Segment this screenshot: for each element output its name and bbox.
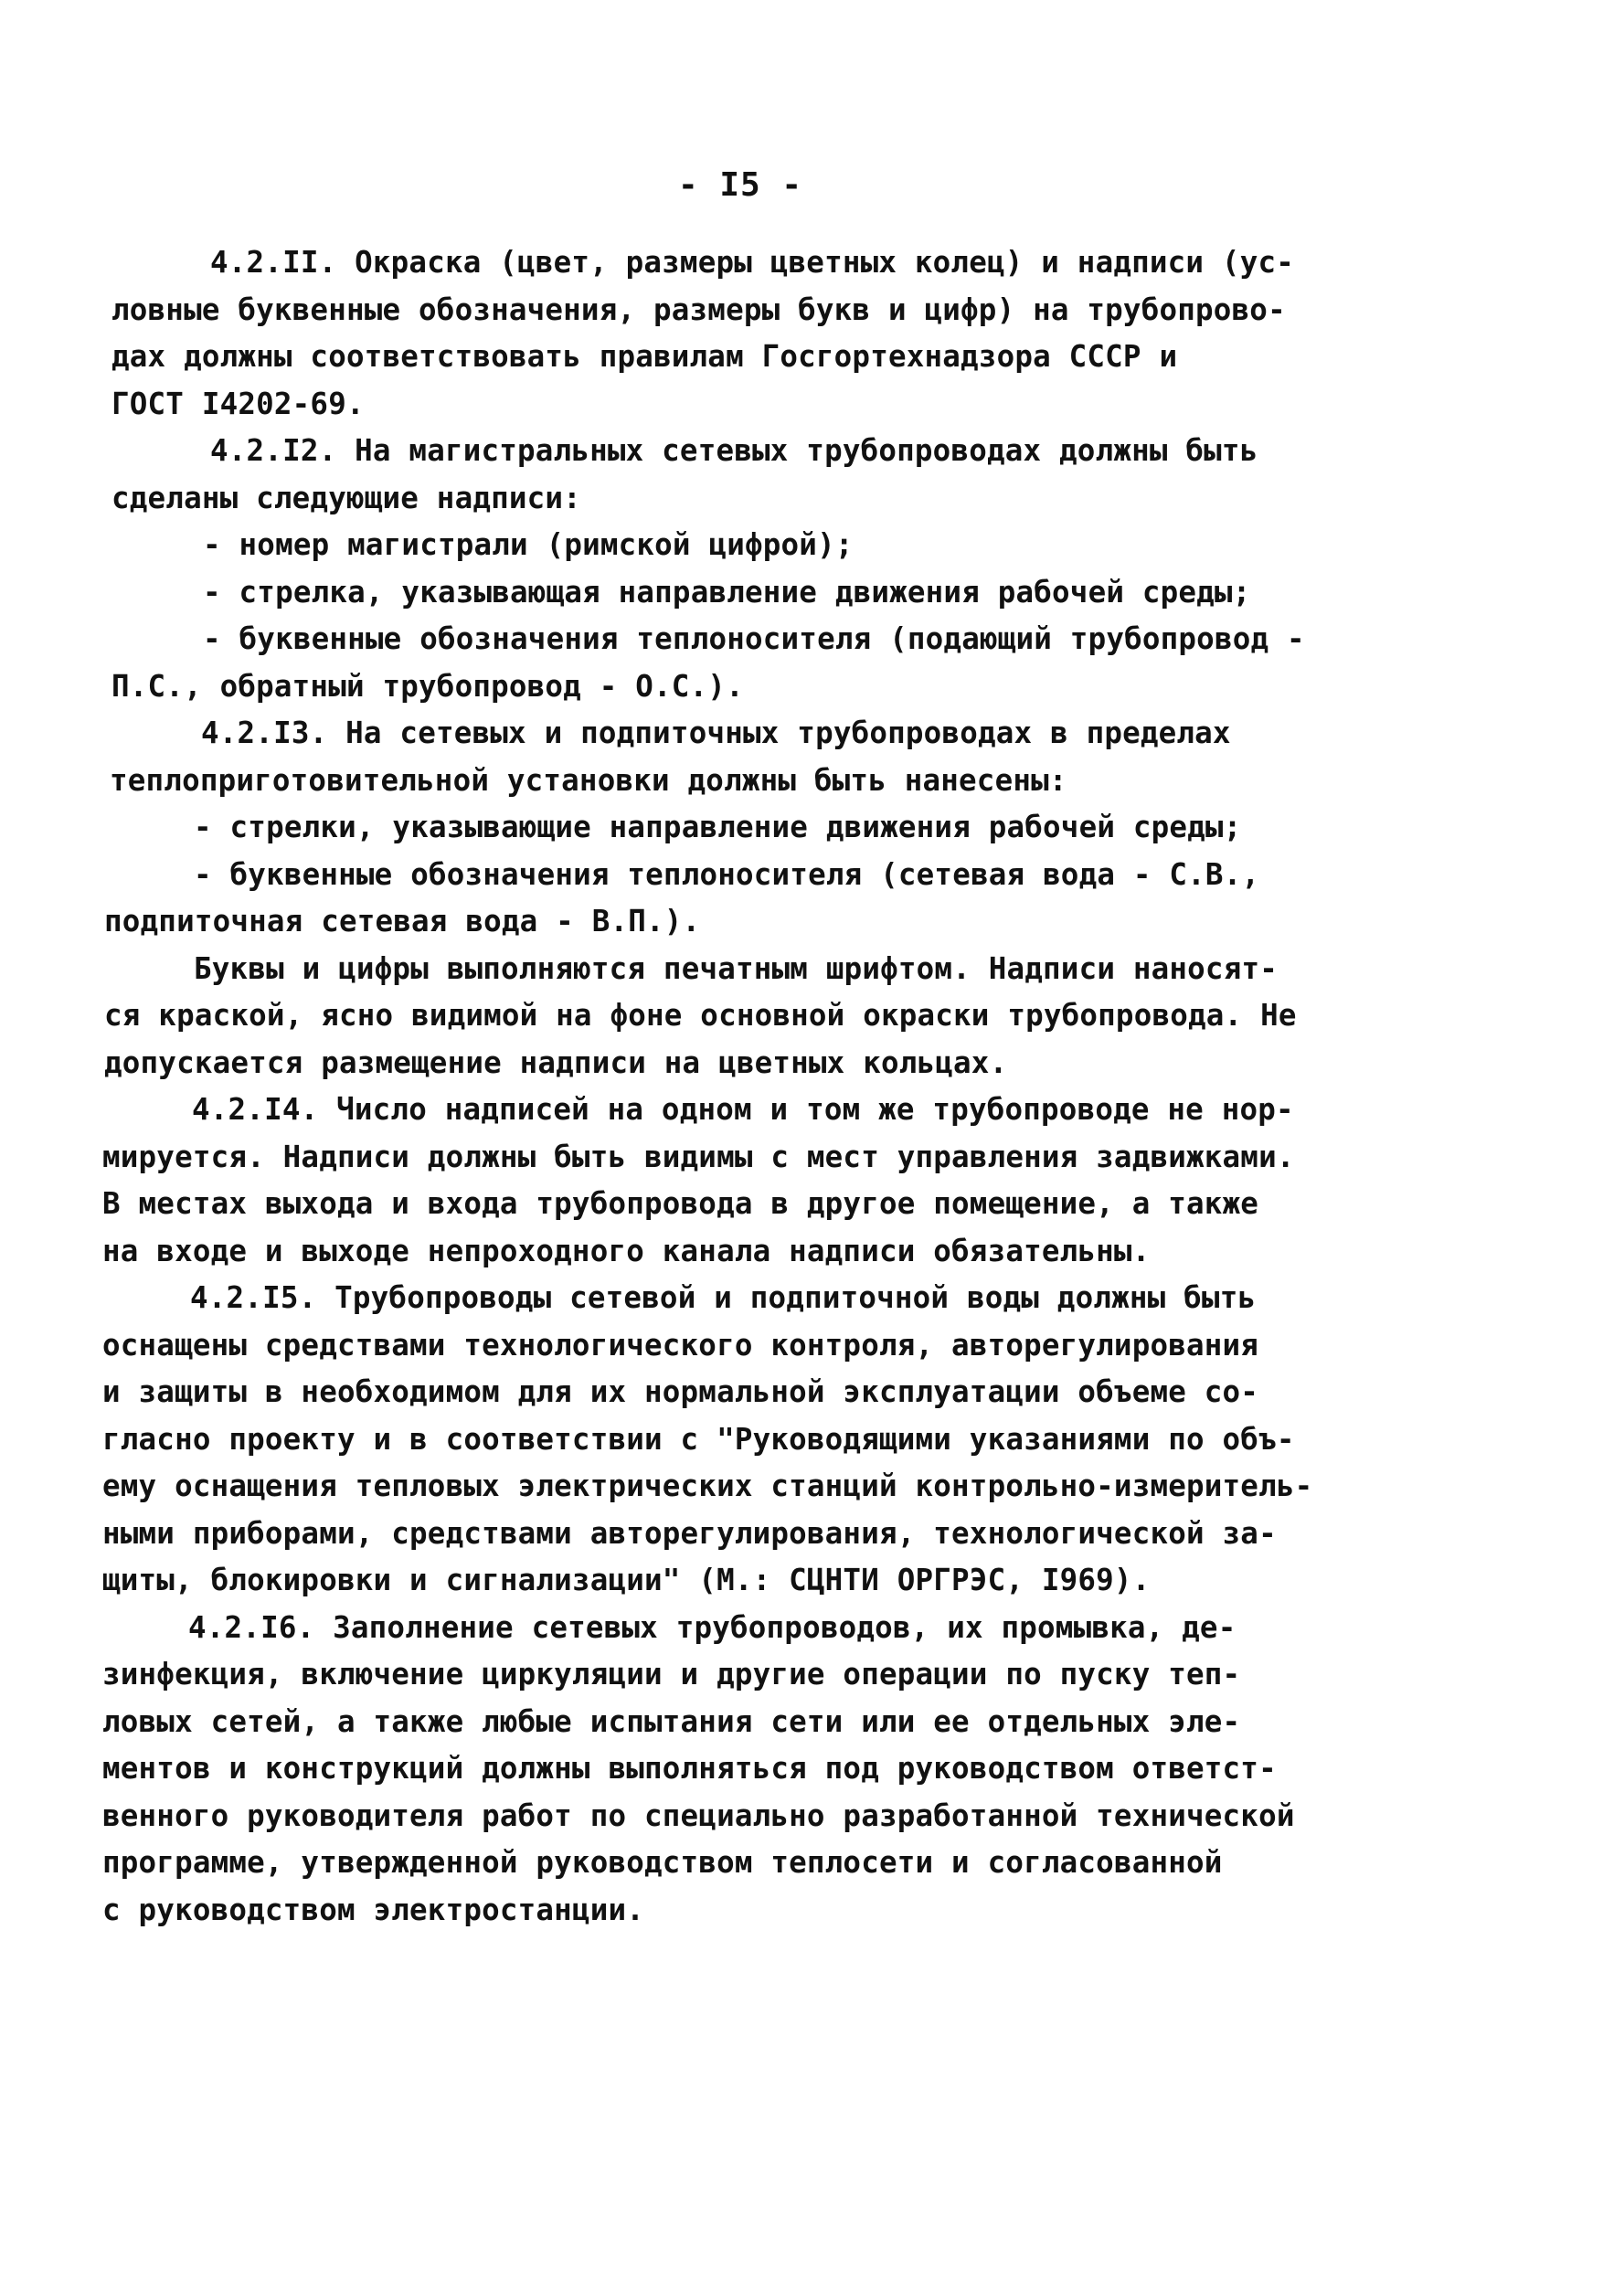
text-line: 4.2.I4. Число надписей на одном и том же трубопроводе не нор- (192, 1092, 1294, 1127)
text-line: сделаны следующие надписи: (111, 480, 581, 515)
text-line: ными приборами, средствами авторегулирования, технологической за- (102, 1515, 1277, 1551)
text-line: ментов и конструкций должны выполняться под руководством ответст- (102, 1751, 1277, 1786)
text-line: ГОСТ I4202-69. (111, 386, 365, 421)
text-line: ловых сетей, а также любые испытания сети или ее отдельных эле- (102, 1703, 1241, 1739)
text-line: программе, утвержденной руководством теплосети и согласованной (102, 1845, 1223, 1880)
text-line: гласно проекту и в соответствии с "Руководящими указаниями по объ- (102, 1421, 1295, 1457)
text-line: дах должны соответствовать правилам Госгортехнадзора СССР и (111, 339, 1178, 374)
text-line: мируется. Надписи должны быть видимы с мест управления задвижками. (102, 1139, 1295, 1174)
text-line: ся краской, ясно видимой на фоне основной окраски трубопровода. Не (104, 998, 1297, 1033)
text-line: ловные буквенные обозначения, размеры букв и цифр) на трубопрово- (111, 292, 1286, 327)
text-line: оснащены средствами технологического контроля, авторегулирования (102, 1327, 1259, 1363)
page-number: - I5 - (677, 166, 803, 204)
text-line: П.С., обратный трубопровод - О.С.). (111, 668, 744, 704)
text-line: Буквы и цифры выполняются печатным шрифтом. Надписи наносят- (194, 950, 1278, 986)
text-line: с руководством электростанции. (102, 1892, 644, 1927)
text-line: - номер магистрали (римской цифрой); (203, 527, 854, 562)
text-line: В местах выхода и входа трубопровода в другое помещение, а также (102, 1186, 1259, 1221)
text-line: 4.2.I5. Трубопроводы сетевой и подпиточной воды должны быть (190, 1280, 1257, 1315)
text-line: 4.2.I2. На магистральных сетевых трубопроводах должны быть (210, 433, 1258, 468)
text-line: зинфекция, включение циркуляции и другие операции по пуску теп- (102, 1657, 1241, 1691)
text-line: подпиточная сетевая вода - В.П.). (104, 904, 701, 939)
text-line: ему оснащения тепловых электрических станций контрольно-измеритель- (102, 1469, 1313, 1503)
text-line: - стрелка, указывающая направление движения рабочей среды; (203, 574, 1251, 610)
text-line: - стрелки, указывающие направление движения рабочей среды; (194, 810, 1242, 844)
text-line: и защиты в необходимом для их нормальной эксплуатации объеме со- (102, 1374, 1259, 1409)
text-line: теплоприготовительной установки должны быть нанесены: (110, 762, 1067, 798)
document-body (102, 239, 1382, 1934)
text-line: на входе и выходе непроходного канала надписи обязательны. (102, 1233, 1151, 1268)
text-line: допускается размещение надписи на цветных кольцах. (104, 1045, 1008, 1080)
text-line: 4.2.I6. Заполнение сетевых трубопроводов, их промывка, де- (188, 1609, 1237, 1645)
text-line: щиты, блокировки и сигнализации" (М.: СЦНТИ ОРГРЭС, I969). (102, 1563, 1151, 1597)
text-line: 4.2.II. Окраска (цвет, размеры цветных колец) и надписи (ус- (210, 245, 1294, 280)
text-line: - буквенные обозначения теплоносителя (сетевая вода - С.В., (194, 856, 1260, 892)
text-line: венного руководителя работ по специально разработанной технической (102, 1797, 1295, 1833)
text-line: - буквенные обозначения теплоносителя (подающий трубопровод - (203, 621, 1305, 656)
text-line: 4.2.I3. На сетевых и подпиточных трубопроводах в пределах (201, 716, 1231, 750)
